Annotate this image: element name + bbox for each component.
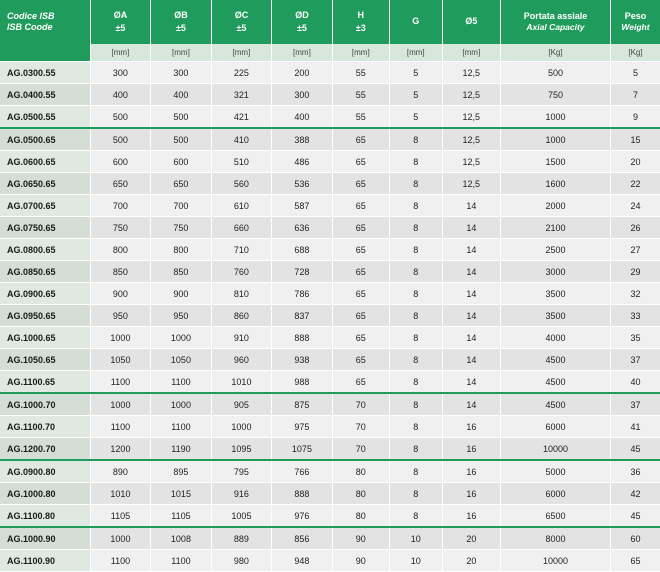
table-row bbox=[0, 483, 660, 505]
cell-g: 8 bbox=[389, 460, 442, 483]
table-row bbox=[0, 550, 660, 572]
unit-cell: [mm] bbox=[211, 44, 272, 62]
cell-h: 65 bbox=[332, 128, 389, 151]
header-diameter-c-label: ØC bbox=[234, 10, 249, 21]
cell-g: 8 bbox=[389, 128, 442, 151]
cell-g: 8 bbox=[389, 261, 442, 283]
cell-h: 70 bbox=[332, 438, 389, 461]
cell-c: 321 bbox=[211, 84, 272, 106]
header-code-line2: ISB Coode bbox=[7, 22, 53, 32]
cell-b: 1050 bbox=[151, 349, 212, 371]
cell-h: 55 bbox=[332, 106, 389, 129]
cell-a: 700 bbox=[90, 195, 151, 217]
cell-a: 850 bbox=[90, 261, 151, 283]
cell-s5: 20 bbox=[442, 527, 500, 550]
cell-cap: 1000 bbox=[500, 128, 610, 151]
cell-w: 42 bbox=[610, 483, 660, 505]
cell-code: AG.1000.90 bbox=[0, 527, 90, 550]
cell-b: 500 bbox=[151, 106, 212, 129]
cell-g: 8 bbox=[389, 239, 442, 261]
header-g-label: G bbox=[412, 16, 420, 27]
header-weight-line2: Weight bbox=[621, 22, 650, 33]
cell-a: 300 bbox=[90, 62, 151, 84]
cell-h: 70 bbox=[332, 416, 389, 438]
cell-c: 760 bbox=[211, 261, 272, 283]
cell-a: 1010 bbox=[90, 483, 151, 505]
table-row bbox=[0, 305, 660, 327]
cell-w: 41 bbox=[610, 416, 660, 438]
cell-w: 37 bbox=[610, 393, 660, 416]
cell-cap: 4500 bbox=[500, 349, 610, 371]
cell-a: 1100 bbox=[90, 416, 151, 438]
cell-c: 1005 bbox=[211, 505, 272, 528]
cell-w: 7 bbox=[610, 84, 660, 106]
cell-h: 65 bbox=[332, 327, 389, 349]
cell-b: 750 bbox=[151, 217, 212, 239]
cell-w: 40 bbox=[610, 371, 660, 394]
cell-h: 55 bbox=[332, 84, 389, 106]
cell-d: 587 bbox=[272, 195, 333, 217]
cell-h: 65 bbox=[332, 151, 389, 173]
cell-cap: 4500 bbox=[500, 393, 610, 416]
table-row bbox=[0, 283, 660, 305]
cell-b: 1008 bbox=[151, 527, 212, 550]
header-diameter-c-tolerance: ±5 bbox=[236, 22, 247, 33]
cell-b: 300 bbox=[151, 62, 212, 84]
unit-cell: [mm] bbox=[442, 44, 500, 62]
cell-a: 1000 bbox=[90, 527, 151, 550]
cell-d: 948 bbox=[272, 550, 333, 572]
cell-c: 916 bbox=[211, 483, 272, 505]
cell-d: 728 bbox=[272, 261, 333, 283]
cell-code: AG.1050.65 bbox=[0, 349, 90, 371]
cell-s5: 14 bbox=[442, 349, 500, 371]
table-row bbox=[0, 261, 660, 283]
cell-a: 950 bbox=[90, 305, 151, 327]
cell-cap: 10000 bbox=[500, 550, 610, 572]
header-height-label: H bbox=[357, 10, 365, 21]
cell-s5: 14 bbox=[442, 195, 500, 217]
cell-code: AG.1100.90 bbox=[0, 550, 90, 572]
unit-cell: [mm] bbox=[272, 44, 333, 62]
cell-s5: 12,5 bbox=[442, 62, 500, 84]
cell-code: AG.1000.80 bbox=[0, 483, 90, 505]
cell-code: AG.1100.65 bbox=[0, 371, 90, 394]
cell-b: 1100 bbox=[151, 550, 212, 572]
header-diameter-c bbox=[211, 0, 272, 44]
unit-cell: [mm] bbox=[389, 44, 442, 62]
cell-w: 15 bbox=[610, 128, 660, 151]
cell-d: 1075 bbox=[272, 438, 333, 461]
cell-h: 65 bbox=[332, 195, 389, 217]
cell-b: 1000 bbox=[151, 393, 212, 416]
table-row bbox=[0, 84, 660, 106]
cell-g: 5 bbox=[389, 62, 442, 84]
cell-d: 837 bbox=[272, 305, 333, 327]
cell-g: 8 bbox=[389, 371, 442, 394]
cell-c: 1000 bbox=[211, 416, 272, 438]
header-axial-capacity-line2: Axial Capacity bbox=[526, 22, 585, 33]
unit-cell: [mm] bbox=[151, 44, 212, 62]
cell-c: 810 bbox=[211, 283, 272, 305]
table-row bbox=[0, 239, 660, 261]
cell-d: 486 bbox=[272, 151, 333, 173]
cell-c: 560 bbox=[211, 173, 272, 195]
cell-a: 890 bbox=[90, 460, 151, 483]
cell-g: 8 bbox=[389, 283, 442, 305]
header-diameter-d bbox=[272, 0, 333, 44]
cell-w: 45 bbox=[610, 505, 660, 528]
header-weight-line1: Peso bbox=[624, 11, 647, 22]
cell-a: 650 bbox=[90, 173, 151, 195]
table-row bbox=[0, 349, 660, 371]
cell-g: 8 bbox=[389, 349, 442, 371]
cell-h: 55 bbox=[332, 62, 389, 84]
cell-cap: 3000 bbox=[500, 261, 610, 283]
cell-b: 1100 bbox=[151, 371, 212, 394]
cell-b: 400 bbox=[151, 84, 212, 106]
cell-c: 795 bbox=[211, 460, 272, 483]
cell-b: 600 bbox=[151, 151, 212, 173]
cell-h: 80 bbox=[332, 483, 389, 505]
cell-g: 8 bbox=[389, 305, 442, 327]
cell-w: 60 bbox=[610, 527, 660, 550]
cell-h: 80 bbox=[332, 460, 389, 483]
table-header bbox=[0, 0, 660, 44]
cell-h: 65 bbox=[332, 261, 389, 283]
cell-w: 24 bbox=[610, 195, 660, 217]
header-screw-diameter-label: Ø5 bbox=[465, 16, 478, 27]
cell-cap: 2000 bbox=[500, 195, 610, 217]
cell-w: 22 bbox=[610, 173, 660, 195]
cell-a: 1000 bbox=[90, 393, 151, 416]
cell-b: 800 bbox=[151, 239, 212, 261]
cell-a: 600 bbox=[90, 151, 151, 173]
cell-b: 895 bbox=[151, 460, 212, 483]
cell-cap: 2500 bbox=[500, 239, 610, 261]
cell-w: 36 bbox=[610, 460, 660, 483]
header-screw-diameter bbox=[442, 0, 500, 44]
table-row bbox=[0, 327, 660, 349]
cell-d: 856 bbox=[272, 527, 333, 550]
cell-w: 32 bbox=[610, 283, 660, 305]
cell-g: 8 bbox=[389, 327, 442, 349]
cell-s5: 12,5 bbox=[442, 84, 500, 106]
cell-c: 225 bbox=[211, 62, 272, 84]
cell-s5: 12,5 bbox=[442, 151, 500, 173]
cell-code: AG.0750.65 bbox=[0, 217, 90, 239]
cell-h: 65 bbox=[332, 349, 389, 371]
cell-d: 875 bbox=[272, 393, 333, 416]
header-axial-capacity-line1: Portata assiale bbox=[523, 11, 588, 22]
cell-g: 8 bbox=[389, 173, 442, 195]
cell-s5: 14 bbox=[442, 217, 500, 239]
cell-c: 1095 bbox=[211, 438, 272, 461]
cell-c: 905 bbox=[211, 393, 272, 416]
cell-g: 8 bbox=[389, 151, 442, 173]
cell-d: 636 bbox=[272, 217, 333, 239]
cell-code: AG.0800.65 bbox=[0, 239, 90, 261]
cell-s5: 12,5 bbox=[442, 128, 500, 151]
cell-d: 536 bbox=[272, 173, 333, 195]
cell-w: 9 bbox=[610, 106, 660, 129]
cell-cap: 6000 bbox=[500, 483, 610, 505]
cell-b: 500 bbox=[151, 128, 212, 151]
cell-d: 938 bbox=[272, 349, 333, 371]
cell-h: 65 bbox=[332, 239, 389, 261]
table-row bbox=[0, 195, 660, 217]
cell-s5: 14 bbox=[442, 239, 500, 261]
cell-a: 500 bbox=[90, 128, 151, 151]
cell-code: AG.0300.55 bbox=[0, 62, 90, 84]
cell-b: 1015 bbox=[151, 483, 212, 505]
cell-w: 37 bbox=[610, 349, 660, 371]
unit-cell bbox=[0, 44, 90, 62]
cell-d: 300 bbox=[272, 84, 333, 106]
cell-c: 960 bbox=[211, 349, 272, 371]
cell-w: 35 bbox=[610, 327, 660, 349]
header-g bbox=[389, 0, 442, 44]
table-row bbox=[0, 393, 660, 416]
cell-w: 29 bbox=[610, 261, 660, 283]
table-row bbox=[0, 217, 660, 239]
cell-c: 610 bbox=[211, 195, 272, 217]
cell-g: 5 bbox=[389, 106, 442, 129]
cell-h: 90 bbox=[332, 527, 389, 550]
cell-h: 65 bbox=[332, 305, 389, 327]
cell-h: 80 bbox=[332, 505, 389, 528]
cell-d: 888 bbox=[272, 483, 333, 505]
header-diameter-b bbox=[151, 0, 212, 44]
cell-g: 8 bbox=[389, 505, 442, 528]
cell-a: 1050 bbox=[90, 349, 151, 371]
cell-h: 65 bbox=[332, 283, 389, 305]
cell-d: 976 bbox=[272, 505, 333, 528]
cell-cap: 1500 bbox=[500, 151, 610, 173]
unit-cell: [Kg] bbox=[500, 44, 610, 62]
cell-c: 410 bbox=[211, 128, 272, 151]
unit-cell: [mm] bbox=[90, 44, 151, 62]
cell-b: 1190 bbox=[151, 438, 212, 461]
cell-cap: 6000 bbox=[500, 416, 610, 438]
cell-d: 400 bbox=[272, 106, 333, 129]
units-row bbox=[0, 44, 660, 62]
cell-c: 710 bbox=[211, 239, 272, 261]
table-row bbox=[0, 438, 660, 461]
table-row bbox=[0, 62, 660, 84]
header-diameter-b-label: ØB bbox=[174, 10, 188, 21]
cell-c: 421 bbox=[211, 106, 272, 129]
unit-cell: [Kg] bbox=[610, 44, 660, 62]
header-diameter-a bbox=[90, 0, 151, 44]
cell-cap: 3500 bbox=[500, 305, 610, 327]
table-row bbox=[0, 460, 660, 483]
cell-d: 888 bbox=[272, 327, 333, 349]
cell-d: 688 bbox=[272, 239, 333, 261]
cell-code: AG.0650.65 bbox=[0, 173, 90, 195]
table-row bbox=[0, 416, 660, 438]
cell-h: 65 bbox=[332, 371, 389, 394]
cell-s5: 12,5 bbox=[442, 173, 500, 195]
cell-d: 786 bbox=[272, 283, 333, 305]
cell-g: 8 bbox=[389, 393, 442, 416]
cell-b: 950 bbox=[151, 305, 212, 327]
table-row bbox=[0, 173, 660, 195]
cell-g: 8 bbox=[389, 217, 442, 239]
cell-c: 510 bbox=[211, 151, 272, 173]
cell-g: 8 bbox=[389, 483, 442, 505]
table-row bbox=[0, 106, 660, 129]
cell-code: AG.0700.65 bbox=[0, 195, 90, 217]
cell-w: 5 bbox=[610, 62, 660, 84]
cell-w: 20 bbox=[610, 151, 660, 173]
cell-a: 750 bbox=[90, 217, 151, 239]
cell-w: 45 bbox=[610, 438, 660, 461]
cell-code: AG.0600.65 bbox=[0, 151, 90, 173]
cell-cap: 3500 bbox=[500, 283, 610, 305]
header-weight bbox=[610, 0, 660, 44]
header-diameter-a-tolerance: ±5 bbox=[115, 22, 126, 33]
cell-code: AG.0500.55 bbox=[0, 106, 90, 129]
cell-a: 1100 bbox=[90, 550, 151, 572]
cell-s5: 14 bbox=[442, 327, 500, 349]
cell-h: 70 bbox=[332, 393, 389, 416]
cell-a: 900 bbox=[90, 283, 151, 305]
cell-s5: 14 bbox=[442, 261, 500, 283]
header-diameter-b-tolerance: ±5 bbox=[175, 22, 186, 33]
cell-cap: 6500 bbox=[500, 505, 610, 528]
cell-code: AG.1000.65 bbox=[0, 327, 90, 349]
cell-d: 988 bbox=[272, 371, 333, 394]
header-code-line1: Codice ISB bbox=[7, 10, 55, 21]
cell-g: 5 bbox=[389, 84, 442, 106]
cell-w: 33 bbox=[610, 305, 660, 327]
header-axial-capacity bbox=[500, 0, 610, 44]
table-row bbox=[0, 371, 660, 394]
cell-h: 90 bbox=[332, 550, 389, 572]
cell-g: 8 bbox=[389, 195, 442, 217]
cell-b: 1105 bbox=[151, 505, 212, 528]
cell-a: 1100 bbox=[90, 371, 151, 394]
cell-cap: 10000 bbox=[500, 438, 610, 461]
cell-code: AG.0850.65 bbox=[0, 261, 90, 283]
cell-g: 10 bbox=[389, 527, 442, 550]
cell-cap: 4000 bbox=[500, 327, 610, 349]
table-row bbox=[0, 527, 660, 550]
cell-s5: 20 bbox=[442, 550, 500, 572]
cell-cap: 2100 bbox=[500, 217, 610, 239]
cell-w: 27 bbox=[610, 239, 660, 261]
cell-b: 650 bbox=[151, 173, 212, 195]
header-height-tolerance: ±3 bbox=[355, 22, 366, 33]
header-diameter-d-label: ØD bbox=[295, 10, 309, 21]
cell-cap: 5000 bbox=[500, 460, 610, 483]
cell-w: 65 bbox=[610, 550, 660, 572]
cell-s5: 16 bbox=[442, 483, 500, 505]
cell-b: 900 bbox=[151, 283, 212, 305]
cell-code: AG.0950.65 bbox=[0, 305, 90, 327]
cell-cap: 4500 bbox=[500, 371, 610, 394]
cell-d: 200 bbox=[272, 62, 333, 84]
cell-s5: 12,5 bbox=[442, 106, 500, 129]
cell-g: 10 bbox=[389, 550, 442, 572]
cell-code: AG.1100.70 bbox=[0, 416, 90, 438]
cell-b: 1000 bbox=[151, 327, 212, 349]
cell-a: 800 bbox=[90, 239, 151, 261]
cell-s5: 16 bbox=[442, 460, 500, 483]
cell-code: AG.0900.80 bbox=[0, 460, 90, 483]
cell-d: 766 bbox=[272, 460, 333, 483]
header-code bbox=[0, 0, 90, 44]
cell-s5: 16 bbox=[442, 416, 500, 438]
cell-cap: 1600 bbox=[500, 173, 610, 195]
table-row bbox=[0, 128, 660, 151]
cell-s5: 14 bbox=[442, 283, 500, 305]
cell-code: AG.1200.70 bbox=[0, 438, 90, 461]
cell-b: 700 bbox=[151, 195, 212, 217]
header-diameter-d-tolerance: ±5 bbox=[296, 22, 307, 33]
cell-c: 860 bbox=[211, 305, 272, 327]
cell-code: AG.1000.70 bbox=[0, 393, 90, 416]
cell-a: 1200 bbox=[90, 438, 151, 461]
cell-s5: 16 bbox=[442, 438, 500, 461]
cell-c: 1010 bbox=[211, 371, 272, 394]
cell-cap: 1000 bbox=[500, 106, 610, 129]
header-height bbox=[332, 0, 389, 44]
table-row bbox=[0, 151, 660, 173]
table-body bbox=[0, 44, 660, 572]
cell-s5: 14 bbox=[442, 305, 500, 327]
cell-d: 975 bbox=[272, 416, 333, 438]
cell-s5: 16 bbox=[442, 505, 500, 528]
cell-a: 1105 bbox=[90, 505, 151, 528]
cell-h: 65 bbox=[332, 173, 389, 195]
cell-cap: 8000 bbox=[500, 527, 610, 550]
table-row bbox=[0, 505, 660, 528]
cell-a: 500 bbox=[90, 106, 151, 129]
cell-b: 850 bbox=[151, 261, 212, 283]
cell-g: 8 bbox=[389, 416, 442, 438]
cell-s5: 14 bbox=[442, 371, 500, 394]
header-diameter-a-label: ØA bbox=[113, 10, 128, 21]
cell-a: 1000 bbox=[90, 327, 151, 349]
cell-code: AG.0500.65 bbox=[0, 128, 90, 151]
cell-h: 65 bbox=[332, 217, 389, 239]
cell-cap: 500 bbox=[500, 62, 610, 84]
cell-code: AG.0900.65 bbox=[0, 283, 90, 305]
unit-cell: [mm] bbox=[332, 44, 389, 62]
cell-cap: 750 bbox=[500, 84, 610, 106]
cell-a: 400 bbox=[90, 84, 151, 106]
cell-s5: 14 bbox=[442, 393, 500, 416]
cell-c: 660 bbox=[211, 217, 272, 239]
cell-b: 1100 bbox=[151, 416, 212, 438]
cell-c: 889 bbox=[211, 527, 272, 550]
cell-d: 388 bbox=[272, 128, 333, 151]
cell-c: 980 bbox=[211, 550, 272, 572]
cell-g: 8 bbox=[389, 438, 442, 461]
cell-c: 910 bbox=[211, 327, 272, 349]
cell-w: 26 bbox=[610, 217, 660, 239]
cell-code: AG.1100.80 bbox=[0, 505, 90, 528]
cell-code: AG.0400.55 bbox=[0, 84, 90, 106]
